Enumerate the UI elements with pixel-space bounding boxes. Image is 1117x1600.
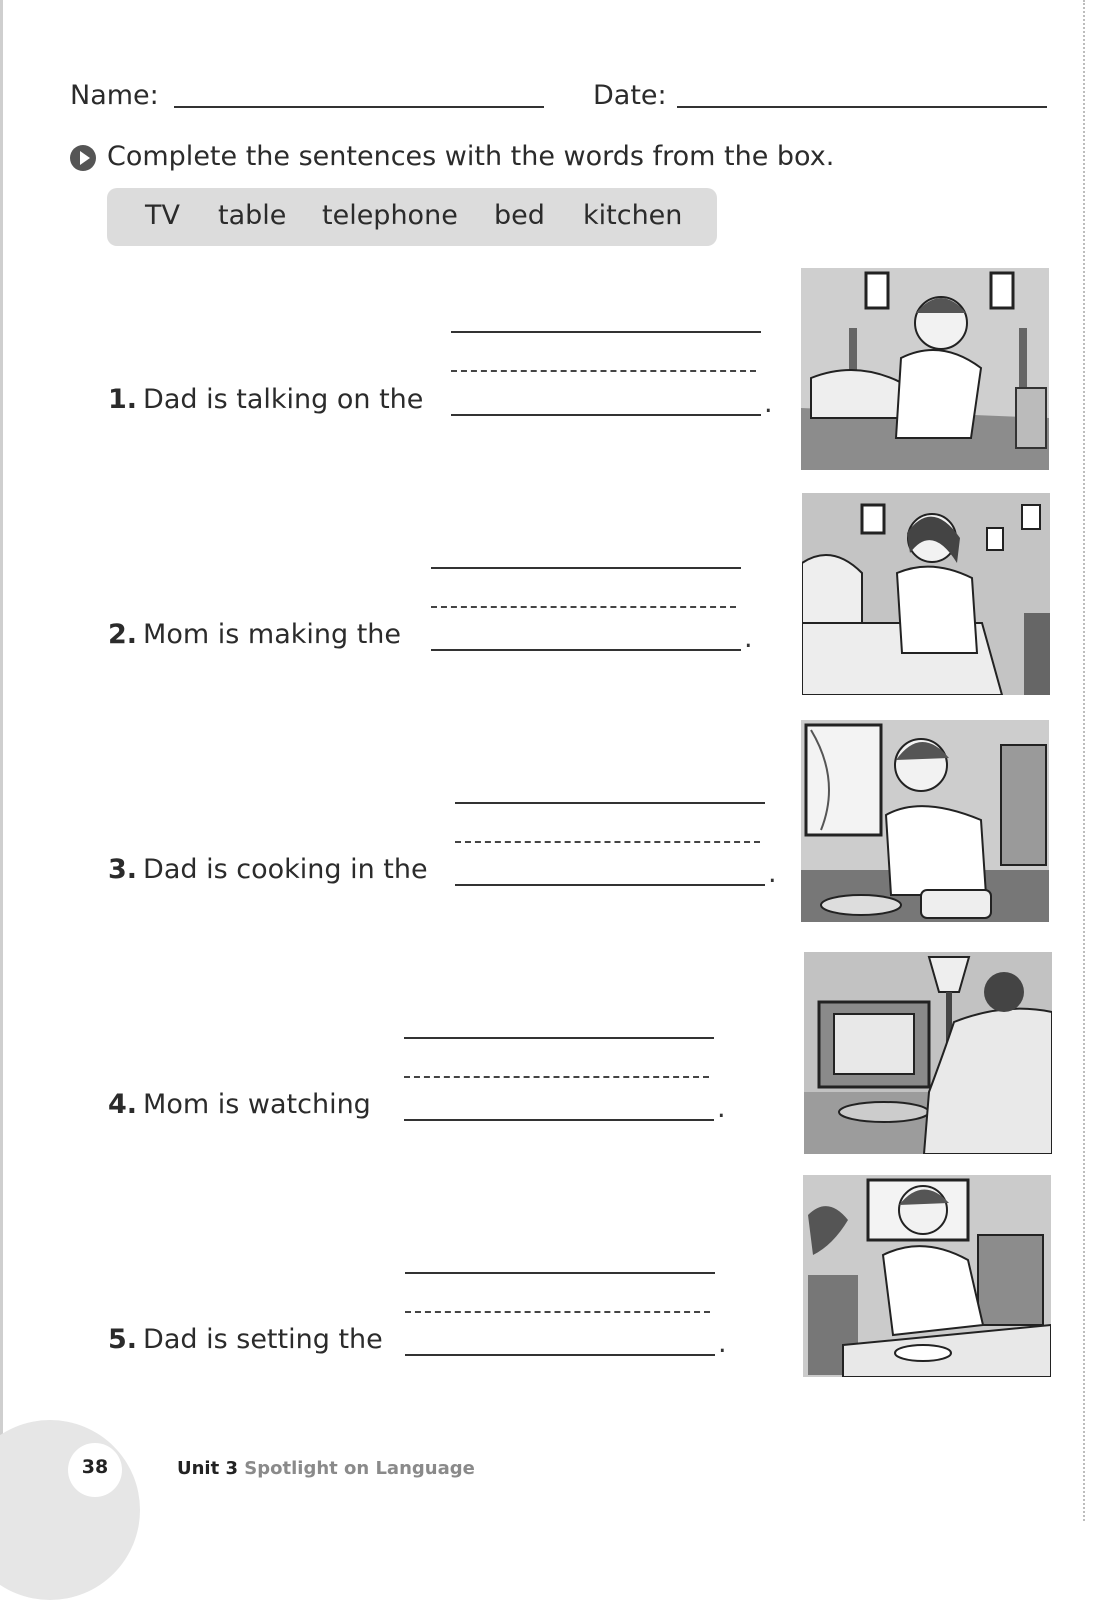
q1-number: 1. bbox=[108, 384, 138, 415]
page-corner-circle bbox=[0, 1420, 140, 1600]
q1-guide-mid-line bbox=[451, 370, 756, 372]
q5-guide-top-line bbox=[405, 1272, 715, 1274]
word-box-item: kitchen bbox=[583, 200, 683, 231]
q2-number: 2. bbox=[108, 619, 138, 650]
page-right-perforation bbox=[1083, 0, 1085, 1521]
q4-text: Mom is watching bbox=[143, 1089, 371, 1120]
date-field[interactable] bbox=[677, 106, 1047, 108]
word-box-item: table bbox=[218, 200, 287, 231]
q5-guide-mid-line bbox=[405, 1311, 710, 1313]
q2-period: . bbox=[744, 623, 753, 654]
q3-picture bbox=[801, 720, 1049, 922]
name-label: Name: bbox=[70, 80, 159, 111]
q4-guide-mid-line bbox=[404, 1076, 709, 1078]
page-left-edge bbox=[0, 0, 3, 1521]
q1-guide-top-line bbox=[451, 331, 761, 333]
date-label: Date: bbox=[593, 80, 667, 111]
q1-text: Dad is talking on the bbox=[143, 384, 424, 415]
q2-text: Mom is making the bbox=[143, 619, 402, 650]
q5-period: . bbox=[718, 1328, 727, 1359]
q5-number: 5. bbox=[108, 1324, 138, 1355]
q3-text: Dad is cooking in the bbox=[143, 854, 428, 885]
q1-sentence bbox=[108, 384, 423, 415]
q1-period: . bbox=[764, 388, 773, 419]
q2-answer-line[interactable] bbox=[431, 649, 741, 651]
q4-period: . bbox=[717, 1093, 726, 1124]
q3-sentence bbox=[108, 854, 428, 885]
q5-answer-line[interactable] bbox=[405, 1354, 715, 1356]
word-box-item: telephone bbox=[322, 200, 458, 231]
q5-text: Dad is setting the bbox=[143, 1324, 383, 1355]
q2-guide-mid-line bbox=[431, 606, 736, 608]
footer-unit: Unit 3 bbox=[177, 1458, 238, 1479]
q5-picture bbox=[803, 1175, 1051, 1377]
q1-picture bbox=[801, 268, 1049, 470]
instruction-text: Complete the sentences with the words from the box. bbox=[107, 141, 835, 172]
word-box-item: bed bbox=[494, 200, 545, 231]
name-field[interactable] bbox=[174, 106, 544, 108]
q1-answer-line[interactable] bbox=[451, 414, 761, 416]
word-box-item: TV bbox=[145, 200, 180, 231]
q4-sentence bbox=[108, 1089, 371, 1120]
footer-section: Spotlight on Language bbox=[244, 1458, 475, 1479]
q2-picture bbox=[802, 493, 1050, 695]
q2-guide-top-line bbox=[431, 567, 741, 569]
q3-answer-line[interactable] bbox=[455, 884, 765, 886]
play-bullet-icon bbox=[70, 145, 96, 171]
q4-picture bbox=[804, 952, 1052, 1154]
footer-text bbox=[177, 1458, 475, 1479]
q2-sentence bbox=[108, 619, 401, 650]
q3-guide-top-line bbox=[455, 802, 765, 804]
q3-number: 3. bbox=[108, 854, 138, 885]
q4-guide-top-line bbox=[404, 1037, 714, 1039]
q4-answer-line[interactable] bbox=[404, 1119, 714, 1121]
q3-guide-mid-line bbox=[455, 841, 760, 843]
q3-period: . bbox=[768, 858, 777, 889]
q5-sentence bbox=[108, 1324, 383, 1355]
q4-number: 4. bbox=[108, 1089, 138, 1120]
page-number: 38 bbox=[81, 1456, 109, 1478]
